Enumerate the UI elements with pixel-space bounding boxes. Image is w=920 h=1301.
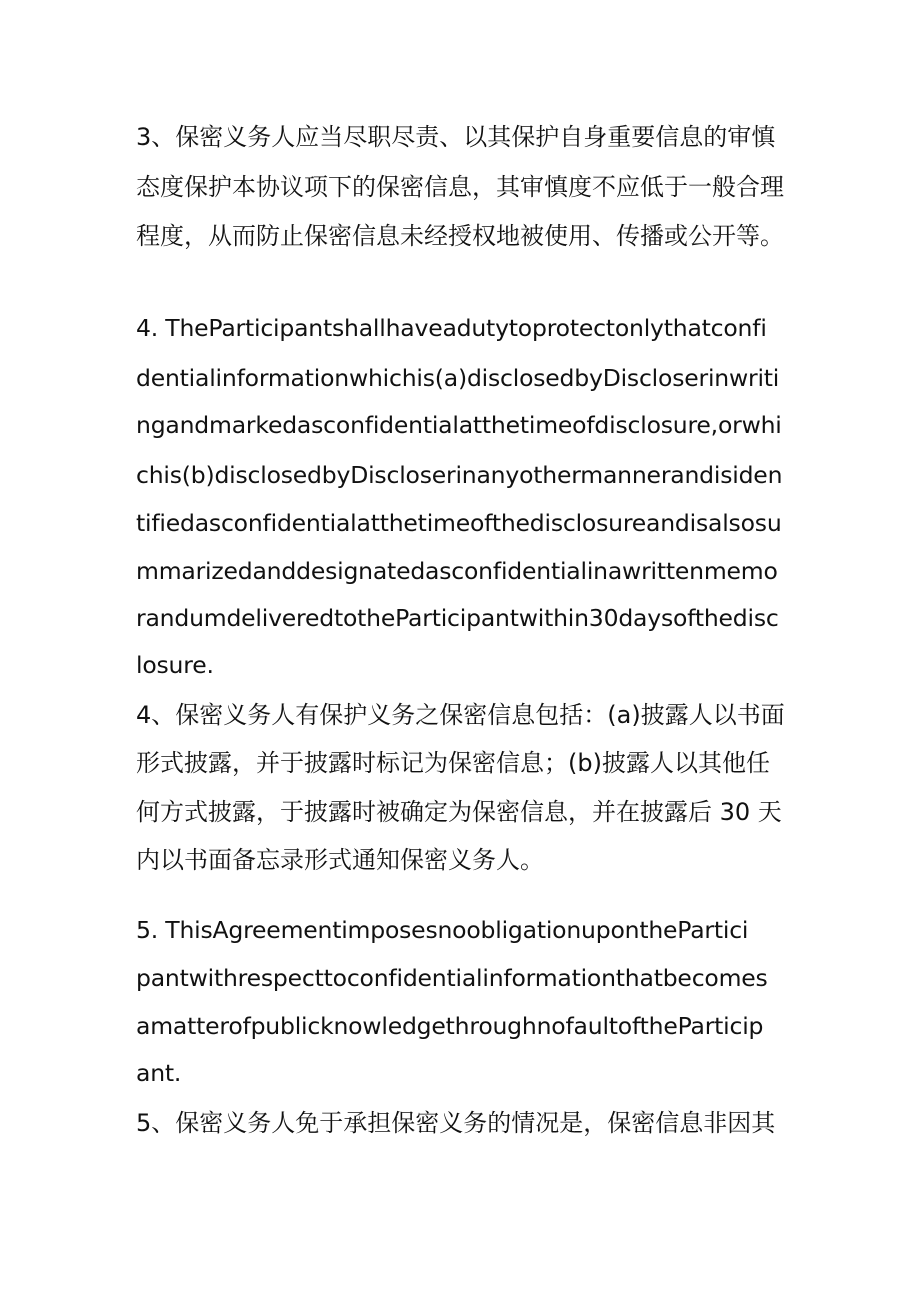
text-line: pantwithrespecttoconfidentialinformationthatbecomes <box>136 964 768 992</box>
text-line: 程度，从而防止保密信息未经授权地被使用、传播或公开等。 <box>136 222 784 250</box>
text-line: losure. <box>136 651 214 679</box>
text-line: 3、保密义务人应当尽职尽责、以其保护自身重要信息的审慎 <box>136 123 776 151</box>
text-line: 4、保密义务人有保护义务之保密信息包括：(a)披露人以书面 <box>136 701 785 729</box>
text-line: 4. TheParticipantshallhaveadutytoprotectonlythatconfi <box>136 314 767 342</box>
text-line: amatterofpublicknowledgethroughnofaultoftheParticip <box>136 1012 764 1040</box>
text-line: 何方式披露，于披露时被确定为保密信息，并在披露后 30 天 <box>136 798 782 826</box>
text-line: chis(b)disclosedbyDiscloserinanyothermannerandisiden <box>136 461 783 489</box>
text-line: tifiedasconfidentialatthetimeofthedisclosureandisalsosu <box>136 509 782 537</box>
text-line: 5、保密义务人免于承担保密义务的情况是，保密信息非因其 <box>136 1109 776 1137</box>
text-line: 5. ThisAgreementimposesnoobligationuponthePartici <box>136 916 749 944</box>
text-line: mmarizedanddesignatedasconfidentialinawrittenmemo <box>136 557 778 585</box>
text-line: 形式披露，并于披露时标记为保密信息；(b)披露人以其他任 <box>136 749 770 777</box>
text-line: ngandmarkedasconfidentialatthetimeofdisclosure,orwhi <box>136 411 782 439</box>
text-line: 内以书面备忘录形式通知保密义务人。 <box>136 846 544 874</box>
text-line: 态度保护本协议项下的保密信息，其审慎度不应低于一般合理 <box>136 173 784 201</box>
text-line: dentialinformationwhichis(a)disclosedbyDiscloserinwriti <box>136 364 780 392</box>
text-line: ant. <box>136 1059 182 1087</box>
text-line: randumdeliveredtotheParticipantwithin30daysofthedisc <box>136 604 779 632</box>
